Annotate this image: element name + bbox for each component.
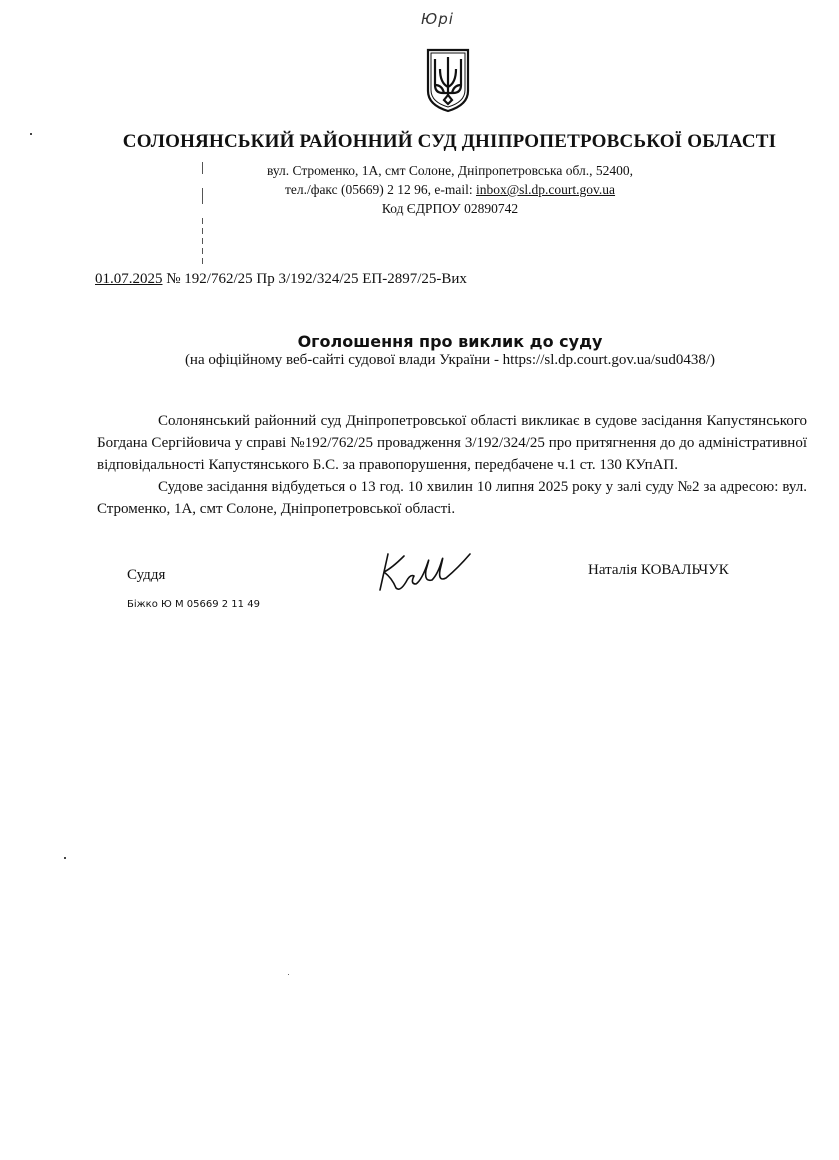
handwritten-signature xyxy=(370,548,475,596)
court-contacts xyxy=(0,182,839,198)
outgoing-reference xyxy=(95,271,467,288)
handwritten-note: Юрі xyxy=(421,10,454,28)
scan-artifact xyxy=(202,188,203,204)
scan-artifact xyxy=(202,162,203,174)
coat-of-arms-emblem xyxy=(425,47,471,113)
summons-paragraph: Солонянський районний суд Дніпропетровської області викликає в судове засідання Капустянського Богдана Сергійовича у справі №192/762/25 провадження 3/192/324/25 про притягнення до до адміністративної відповідальності Капустянського Б.С. за правопорушення, передбачене ч.1 ст. 130 КУпАП. xyxy=(97,413,807,473)
scan-artifact xyxy=(202,218,203,264)
scan-speck xyxy=(64,857,66,859)
notice-title: Оголошення про виклик до суду xyxy=(297,332,603,351)
executor-info: Біжко Ю М 05669 2 11 49 xyxy=(127,599,260,610)
hearing-paragraph: Судове засідання відбудеться о 13 год. 10 хвилин 10 липня 2025 року у залі суду №2 за адресою: вул. Строменко, 1А, смт Солоне, Дніпропетровської області. xyxy=(97,479,807,517)
court-edrpou: Код ЄДРПОУ 02890742 xyxy=(381,201,519,216)
phone-text: тел./факс (05669) 2 12 96, e-mail: xyxy=(284,182,476,197)
reference-date: 01.07.2025 xyxy=(95,271,163,287)
judge-name: Наталія КОВАЛЬЧУК xyxy=(588,562,729,578)
notice-subtitle: (на офіційному веб-сайті судової влади України - https://sl.dp.court.gov.ua/sud0438/) xyxy=(184,352,716,368)
scan-speck xyxy=(30,133,32,135)
scan-speck xyxy=(288,974,289,975)
email-link[interactable]: inbox@sl.dp.court.gov.ua xyxy=(476,182,616,197)
reference-number: № 192/762/25 Пр 3/192/324/25 ЕП-2897/25-Вих xyxy=(162,271,467,287)
signature-role: Суддя xyxy=(127,567,166,583)
court-name: СОЛОНЯНСЬКИЙ РАЙОННИЙ СУД ДНІПРОПЕТРОВСЬКОЇ ОБЛАСТІ xyxy=(122,131,777,152)
court-address: вул. Строменко, 1А, смт Солоне, Дніпропетровська обл., 52400, xyxy=(266,163,634,178)
notice-body xyxy=(97,410,807,520)
